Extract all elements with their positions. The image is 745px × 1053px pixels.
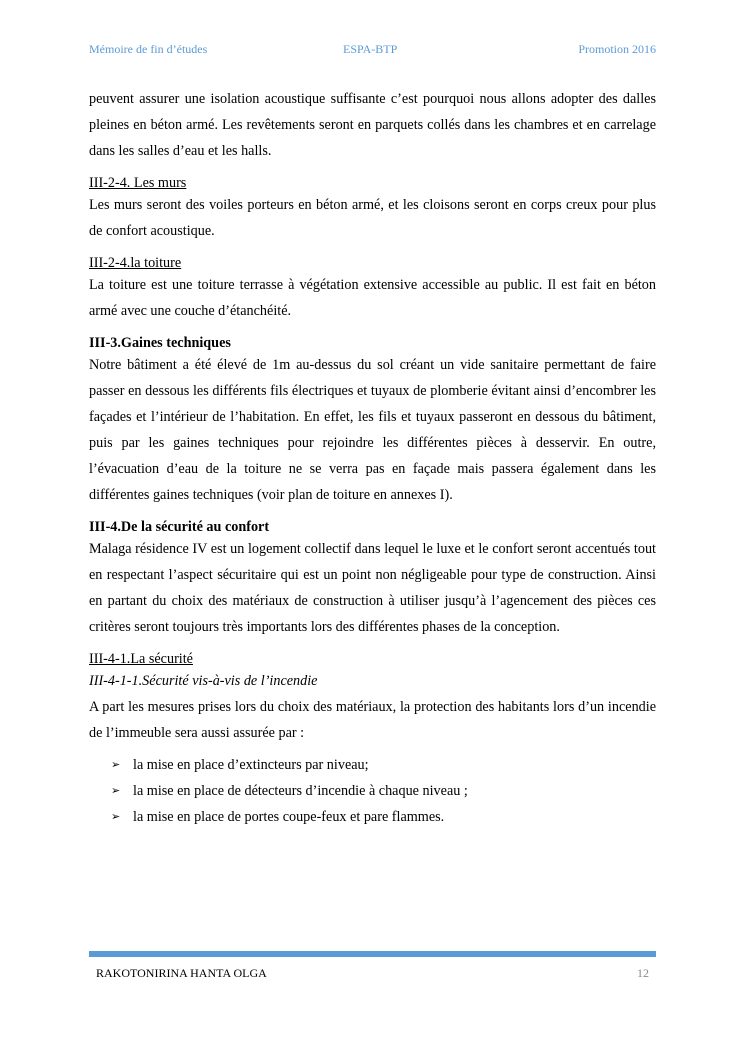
heading-securite: III-4-1.La sécurité <box>89 651 193 667</box>
header-thesis-title: Mémoire de fin d’études <box>89 42 208 56</box>
footer-author: RAKOTONIRINA HANTA OLGA <box>96 966 267 980</box>
heading-securite-confort: III-4.De la sécurité au confort <box>89 519 270 535</box>
paragraph-gaines-techniques: Notre bâtiment a été élevé de 1m au-dessus du sol créant un vide sanitaire permettant de faire passer en dessous les différents fils électriques et tuyaux de plomberie évitant ainsi d’encombrer les façades et l’intérieur de l’habitation. En effet, les fils et tuyaux passeront en dessous du bâtiment, puis par les gaines techniques pour rejoindre les différentes pièces à desservir. En outre, l’évacuation d’eau de la toiture ne se verra pas en façade mais passera également dans les différentes gaines techniques (voir plan de toiture en annexes I). <box>89 357 656 503</box>
arrow-bullet-icon: ➢ <box>111 785 121 797</box>
list-item <box>89 778 656 804</box>
list-item-text: la mise en place de portes coupe-feux et pare flammes. <box>133 809 445 825</box>
header-promotion: Promotion 2016 <box>578 42 656 56</box>
header-school: ESPA-BTP <box>343 42 398 56</box>
heading-gaines-techniques: III-3.Gaines techniques <box>89 335 231 351</box>
heading-murs: III-2-4. Les murs <box>89 175 187 191</box>
bullet-list-mesures <box>89 752 656 830</box>
paragraph-incendie: A part les mesures prises lors du choix des matériaux, la protection des habitants lors d’un incendie de l’immeuble sera aussi assurée par : <box>89 699 656 741</box>
arrow-bullet-icon: ➢ <box>111 811 121 823</box>
paragraph-murs: Les murs seront des voiles porteurs en béton armé, et les cloisons seront en corps creux pour plus de confort acoustique. <box>89 197 656 239</box>
list-item <box>89 752 656 778</box>
list-item-text: la mise en place de détecteurs d’incendie à chaque niveau ; <box>133 783 468 799</box>
list-item <box>89 804 656 830</box>
list-item-text: la mise en place d’extincteurs par niveau; <box>133 757 369 773</box>
heading-securite-incendie: III-4-1-1.Sécurité vis-à-vis de l’incendie <box>89 673 318 689</box>
heading-toiture: III-2-4.la toiture <box>89 255 182 271</box>
paragraph-dalles: peuvent assurer une isolation acoustique suffisante c’est pourquoi nous allons adopter des dalles pleines en béton armé. Les revêtements seront en parquets collés dans les chambres et en carrelage dans les salles d’eau et les halls. <box>89 91 656 159</box>
page-number: 12 <box>637 966 649 980</box>
page-body <box>89 86 656 830</box>
paragraph-securite-confort: Malaga résidence IV est un logement collectif dans lequel le luxe et le confort seront accentués tout en respectant l’aspect sécuritaire qui est un point non négligeable pour type de construction. Ainsi en partant du choix des matériaux de construction à utiliser jusqu’à l’agencement des pièces ces critères seront toujours très importants lors des différentes phases de la conception. <box>89 541 656 635</box>
paragraph-toiture: La toiture est une toiture terrasse à végétation extensive accessible au public. Il est fait en béton armé avec une couche d’étanchéité. <box>89 277 656 319</box>
arrow-bullet-icon: ➢ <box>111 759 121 771</box>
page-header <box>89 42 656 60</box>
footer-divider <box>89 951 656 957</box>
